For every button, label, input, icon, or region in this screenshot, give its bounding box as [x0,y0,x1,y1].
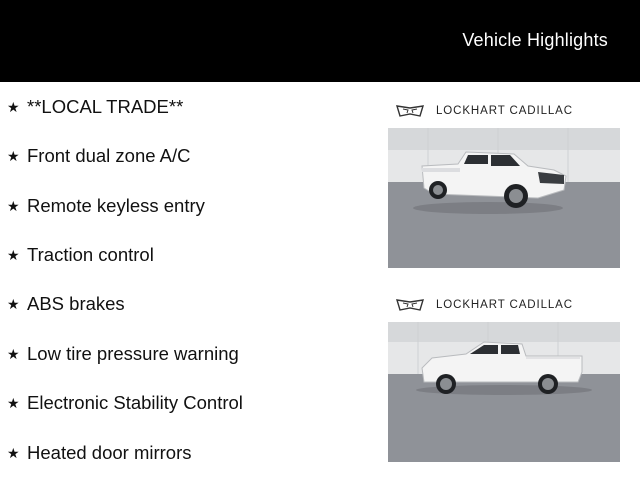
list-item [7,243,154,267]
list-item [7,194,205,218]
feature-label: Front dual zone A/C [27,145,191,166]
feature-list [0,82,380,480]
vehicle-photo[interactable] [388,322,620,462]
header-bar [0,0,640,82]
cadillac-logo-icon [396,298,424,312]
dealer-badge [396,102,616,120]
dealer-name: LOCKHART CADILLAC [436,105,573,117]
feature-label: Traction control [27,244,154,265]
list-item [7,292,125,316]
feature-label: Remote keyless entry [27,195,205,216]
star-icon: ★ [7,444,20,461]
list-item [7,441,192,465]
star-icon: ★ [7,197,20,214]
cadillac-logo-icon [396,104,424,118]
feature-label: **LOCAL TRADE** [27,96,184,117]
star-icon: ★ [7,98,20,115]
star-icon: ★ [7,295,20,312]
truck-side-image [388,322,620,462]
star-icon: ★ [7,147,20,164]
dealer-name: LOCKHART CADILLAC [436,299,573,311]
star-icon: ★ [7,394,20,411]
feature-label: Heated door mirrors [27,442,192,463]
dealer-badge [396,296,616,314]
feature-label: Low tire pressure warning [27,343,239,364]
list-item [7,391,243,415]
star-icon: ★ [7,246,20,263]
list-item [7,95,183,119]
list-item [7,342,239,366]
list-item [7,144,191,168]
vehicle-photo[interactable] [388,128,620,268]
star-icon: ★ [7,345,20,362]
feature-label: ABS brakes [27,293,125,314]
page-title: Vehicle Highlights [462,30,608,50]
truck-front-image [388,128,620,268]
feature-label: Electronic Stability Control [27,392,243,413]
